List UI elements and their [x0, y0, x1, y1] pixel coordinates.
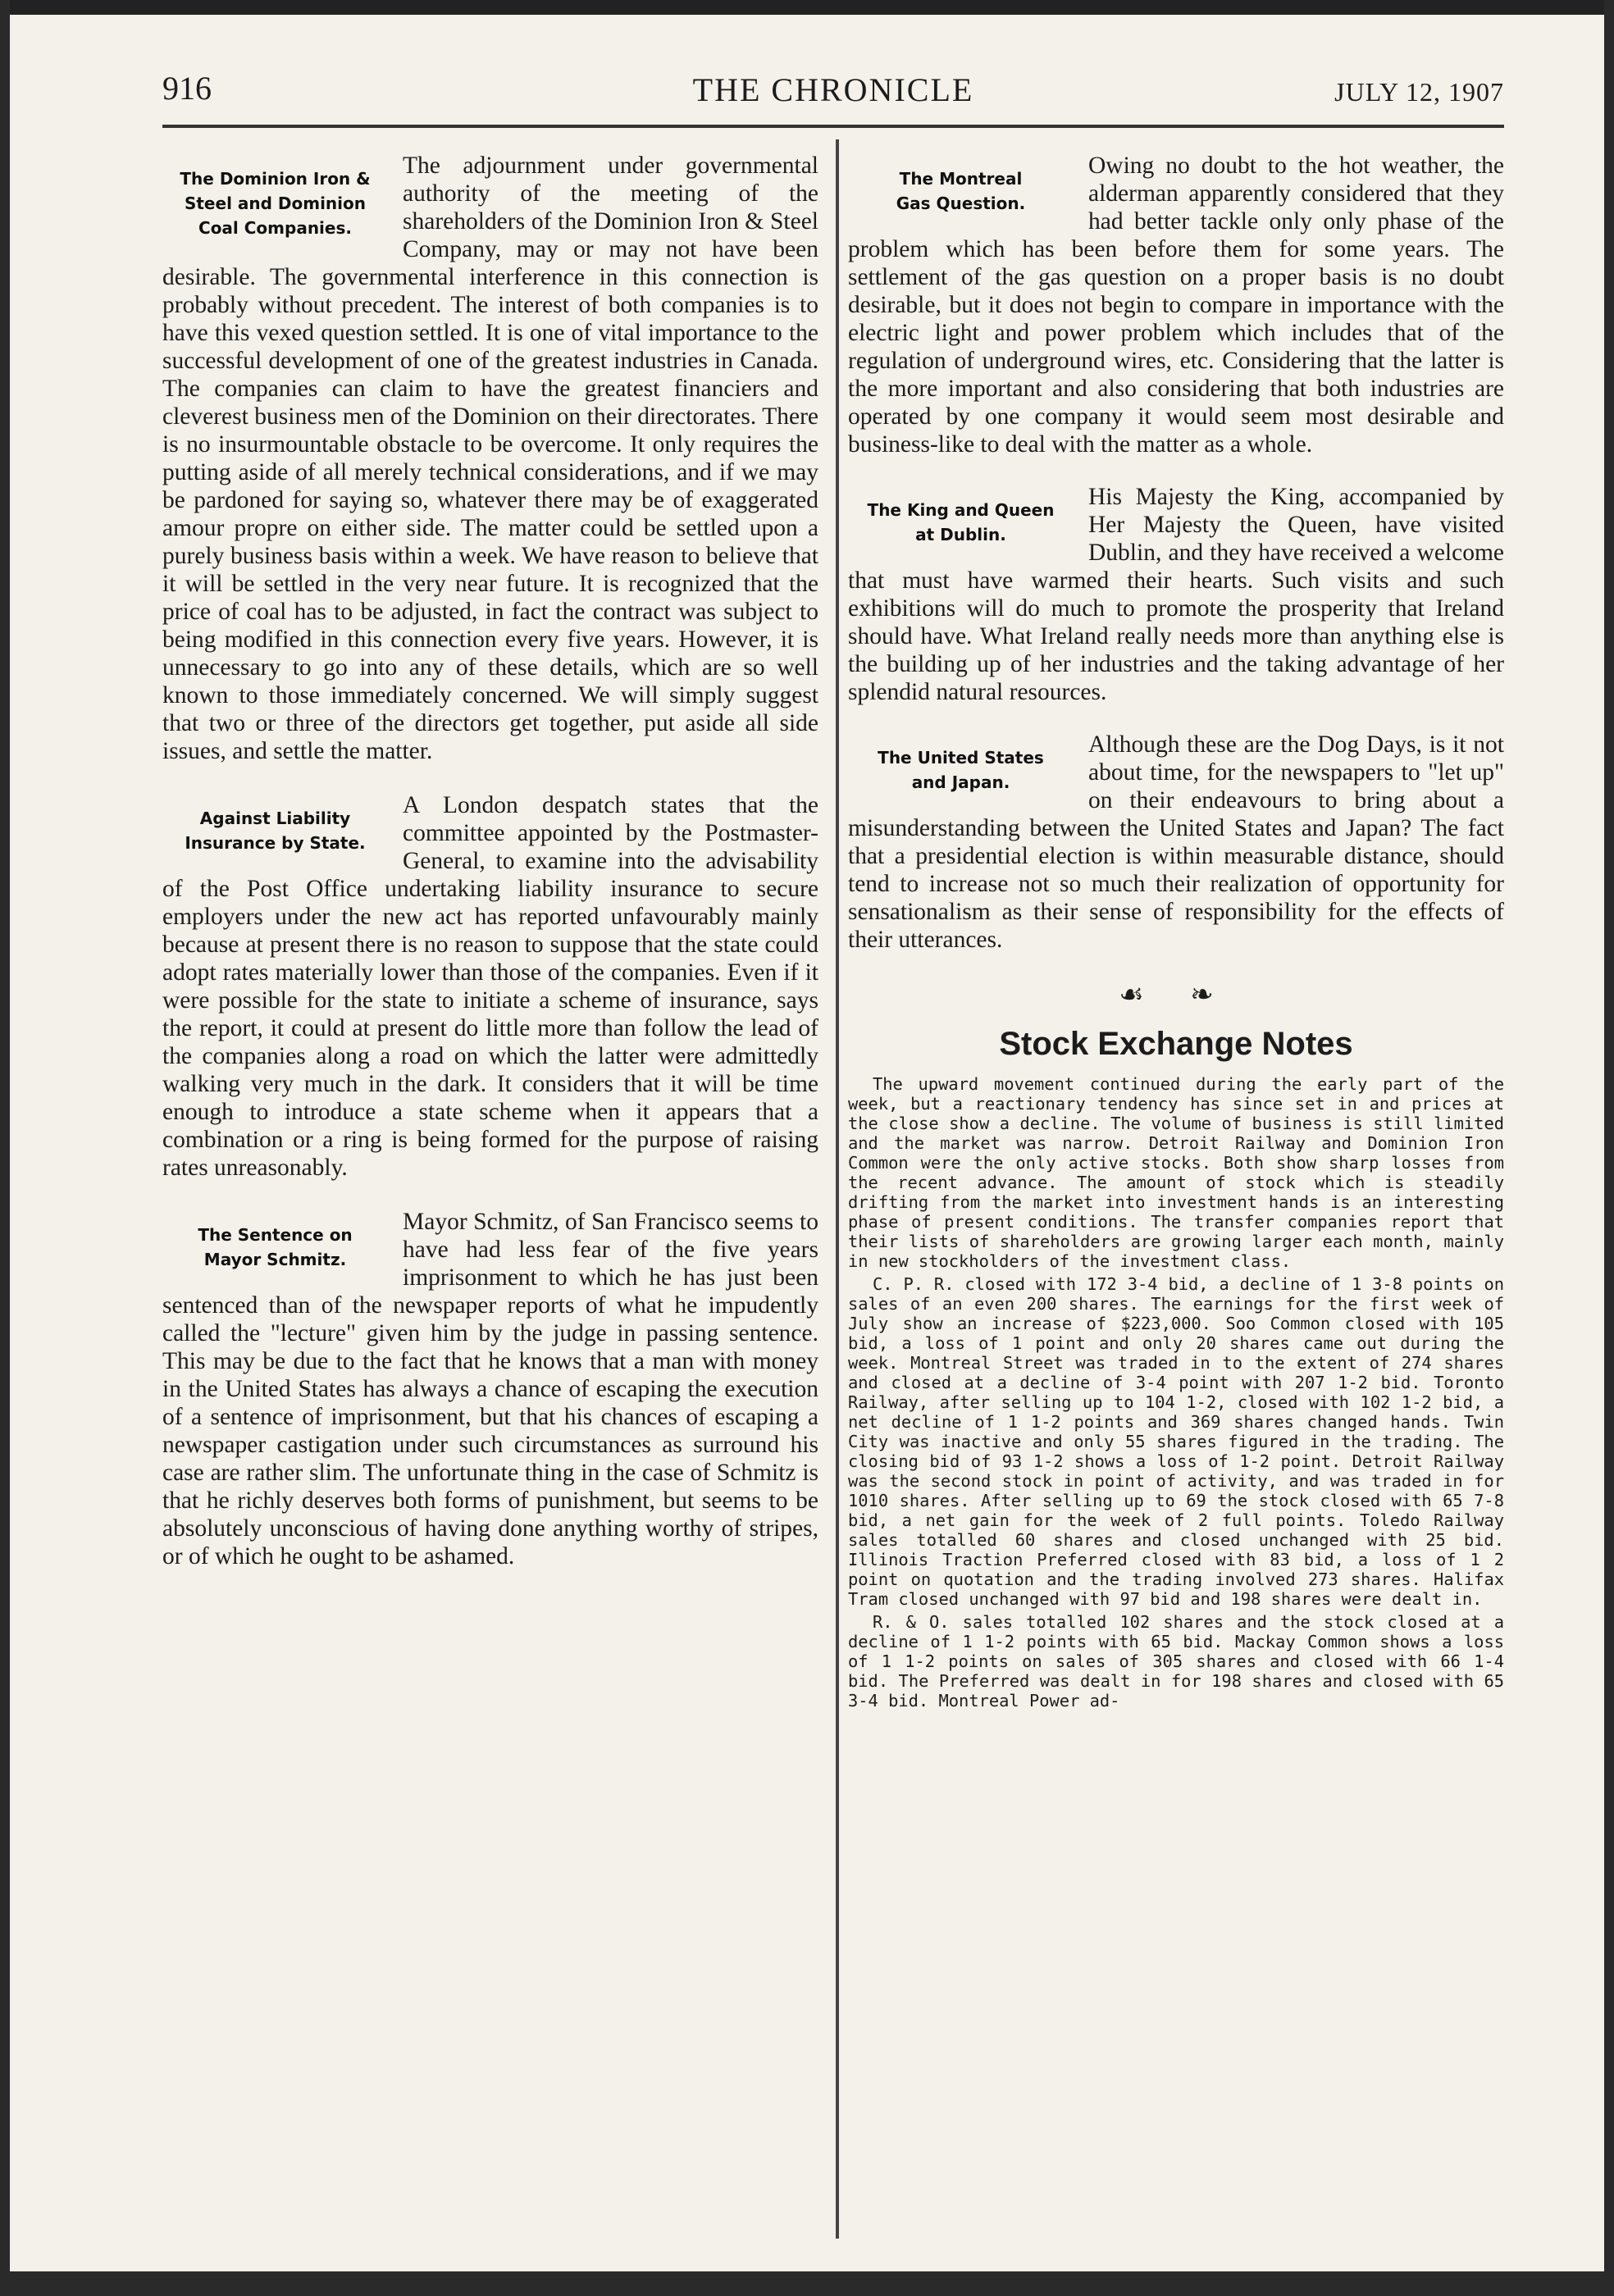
- column-divider: [836, 139, 839, 2239]
- heading-line: The Sentence on: [198, 1225, 353, 1245]
- stock-exchange-heading: Stock Exchange Notes: [999, 1026, 1353, 1062]
- heading-line: The Montreal: [899, 169, 1023, 189]
- heading-line: at Dublin.: [915, 525, 1006, 544]
- article-heading: [162, 166, 388, 240]
- article-mayor-schmitz: [162, 1208, 818, 1570]
- heading-line: The Dominion Iron &: [180, 169, 371, 189]
- scan-border-bottom: [0, 2271, 1614, 2296]
- heading-line: Coal Companies.: [198, 218, 352, 238]
- article-body: His Majesty the King, accompanied by Her Majesty the Queen, have visited Dublin, and they have received a welcome that must have warmed their hearts. Such visits and such exhibitions will do much to promote the prosperity that Ireland should have. What Ireland really needs more than anything else is the building up of her industries and the taking advantage of her splendid natural resources.: [848, 484, 1504, 705]
- page-number: 916: [162, 70, 212, 107]
- article-liability-insurance: [162, 791, 818, 1182]
- stock-paragraph: R. & O. sales totalled 102 shares and the stock closed at a decline of 1 1-2 points with 65 bid. Mackay Common shows a loss of 1 1-2 points on sales of 305 shares and closed with 66 1-4 bid. The Preferred was dealt in for 198 shares and closed with 65 3-4 bid. Montreal Power ad-: [848, 1612, 1504, 1711]
- article-heading: [848, 745, 1074, 795]
- heading-line: The United States: [878, 748, 1044, 768]
- article-king-queen-dublin: [848, 483, 1504, 706]
- article-body: Owing no doubt to the hot weather, the alderman apparently considered that they had better tackle only only phase of the problem which has been before them for some years. The settlement of the gas question on a proper basis is no doubt desirable, but it does not begin to compare in importance with the electric light and power problem which includes that of the regulation of underground wires, etc. Considering that the latter is the more important and also considering that both industries are operated by one company it would seem most desirable and business-like to deal with the matter as a whole.: [848, 153, 1504, 458]
- publication-title: THE CHRONICLE: [692, 71, 974, 108]
- heading-line: The King and Queen: [867, 500, 1055, 520]
- header-rule: [162, 125, 1504, 128]
- scan-border-left: [0, 0, 10, 2296]
- article-heading: [848, 166, 1074, 216]
- issue-date: JULY 12, 1907: [1334, 77, 1504, 107]
- article-montreal-gas: [848, 152, 1504, 458]
- stock-paragraph: C. P. R. closed with 172 3-4 bid, a decline of 1 3-8 points on sales of an even 200 shares. The earnings for the first week of July show an increase of $223,000. Soo Common closed with 105 bid, a loss of 1 point and only 20 shares came out during the week. Montreal Street was traded in to the extent of 274 shares and closed at a decline of 3-4 point with 207 1-2 bid. Toronto Railway, after selling up to 104 1-2, closed with 102 1-2 bid, a net decline of 1 1-2 points and 369 shares changed hands. Twin City was inactive and only 55 shares figured in the trading. The closing bid of 93 1-2 shows a loss of 1-2 point. Detroit Railway was the second stock in point of activity, and was traded in for 1010 shares. After selling up to 69 the stock closed with 65 7-8 bid, a net gain for the week of 2 full points. Toledo Railway sales totalled 60 shares and closed unchanged with 25 bid. Illinois Traction Preferred closed with 83 bid, a loss of 1 2 point on quotation and the trading involved 273 shares. Halifax Tram closed unchanged with 97 bid and 198 shares were dealt in.: [848, 1274, 1504, 1609]
- article-body: Although these are the Dog Days, is it not about time, for the newspapers to "let up" on their endeavours to bring about a misunderstanding between the United States and Japan? The fact that a presidential election is within measurable distance, should tend to increase not so much their realization of opportunity for sensationalism as their sense of responsibility for the effects of their utterances.: [848, 731, 1504, 953]
- article-body: A London despatch states that the committee appointed by the Postmaster-General, to examine into the advisability of the Post Office undertaking liability insurance to secure employers under the new act has reported unfavourably mainly because at present there is no reason to suppose that the state could adopt rates materially lower than those of the companies. Even if it were possible for the state to initiate a scheme of insurance, says the report, it could at present do little more than follow the lead of the companies along a road on which the latter were admittedly walking very much in the dark. It considers that it will be time enough to introduce a state scheme when it appears that a combination or a ring is being formed for the purpose of raising rates unreasonably.: [162, 792, 818, 1181]
- article-us-japan: [848, 731, 1504, 954]
- right-column: [848, 152, 1504, 1714]
- heading-line: Insurance by State.: [185, 833, 366, 853]
- heading-line: Steel and Dominion: [184, 194, 367, 213]
- article-body: The adjournment under governmental authority of the meeting of the shareholders of the Dominion Iron & Steel Company, may or may not have been desirable. The governmental interference in this connection is probably without precedent. The interest of both companies is to have this vexed question settled. It is one of vital importance to the successful development of one of the greatest industries in Canada. The companies can claim to have the greatest financiers and cleverest business men of the Dominion on their directorates. There is no insurmountable obstacle to be overcome. It only requires the putting aside of all merely technical considerations, and if we may be pardoned for saying so, whatever there may be of exaggerated amour propre on either side. The matter could be settled upon a purely business basis within a week. We have reason to believe that it will be settled in the very near future. It is recognized that the price of coal has to be adjusted, in fact the contract was subject to being modified in this connection every five years. However, it is unnecessary to go into any of these details, which are so well known to those immediately concerned. We will simply suggest that two or three of the directors get together, put aside all side issues, and settle the matter.: [162, 153, 818, 764]
- article-heading: [162, 1223, 388, 1272]
- page-header: [162, 69, 1504, 115]
- heading-line: Gas Question.: [896, 194, 1026, 213]
- article-heading: [162, 806, 388, 855]
- left-column: [162, 152, 818, 1597]
- section-ornament: ☙ ❧: [1119, 980, 1233, 1010]
- scan-border-top: [0, 0, 1614, 15]
- heading-line: and Japan.: [911, 772, 1010, 792]
- heading-line: Mayor Schmitz.: [203, 1250, 347, 1269]
- stock-paragraph: The upward movement continued during the early part of the week, but a reactionary tendency has since set in and prices at the close show a decline. The volume of business is still limited and the market was narrow. Detroit Railway and Dominion Iron Common were the only active stocks. Both show sharp losses from the recent advance. The amount of stock which is steadily drifting from the market into investment hands is an interesting phase of present conditions. The transfer companies report that their lists of shareholders are growing larger each month, mainly in new stockholders of the investment class.: [848, 1074, 1504, 1271]
- article-heading: [848, 498, 1074, 547]
- scan-border-right: [1604, 0, 1614, 2296]
- heading-line: Against Liability: [199, 809, 351, 828]
- article-body: Mayor Schmitz, of San Francisco seems to have had less fear of the five years imprisonment to which he has just been sentenced than of the newspaper reports of what he impudently called the "lecture" given him by the judge in passing sentence. This may be due to the fact that he knows that a man with money in the United States has always a chance of escaping the execution of a sentence of imprisonment, but that his chances of escaping a newspaper castigation under such circumstances as surround his case are rather slim. The unfortunate thing in the case of Schmitz is that he richly deserves both forms of punishment, but seems to be absolutely unconscious of having done anything worthy of stripes, or of which he ought to be ashamed.: [162, 1209, 818, 1569]
- article-dominion-iron: [162, 152, 818, 765]
